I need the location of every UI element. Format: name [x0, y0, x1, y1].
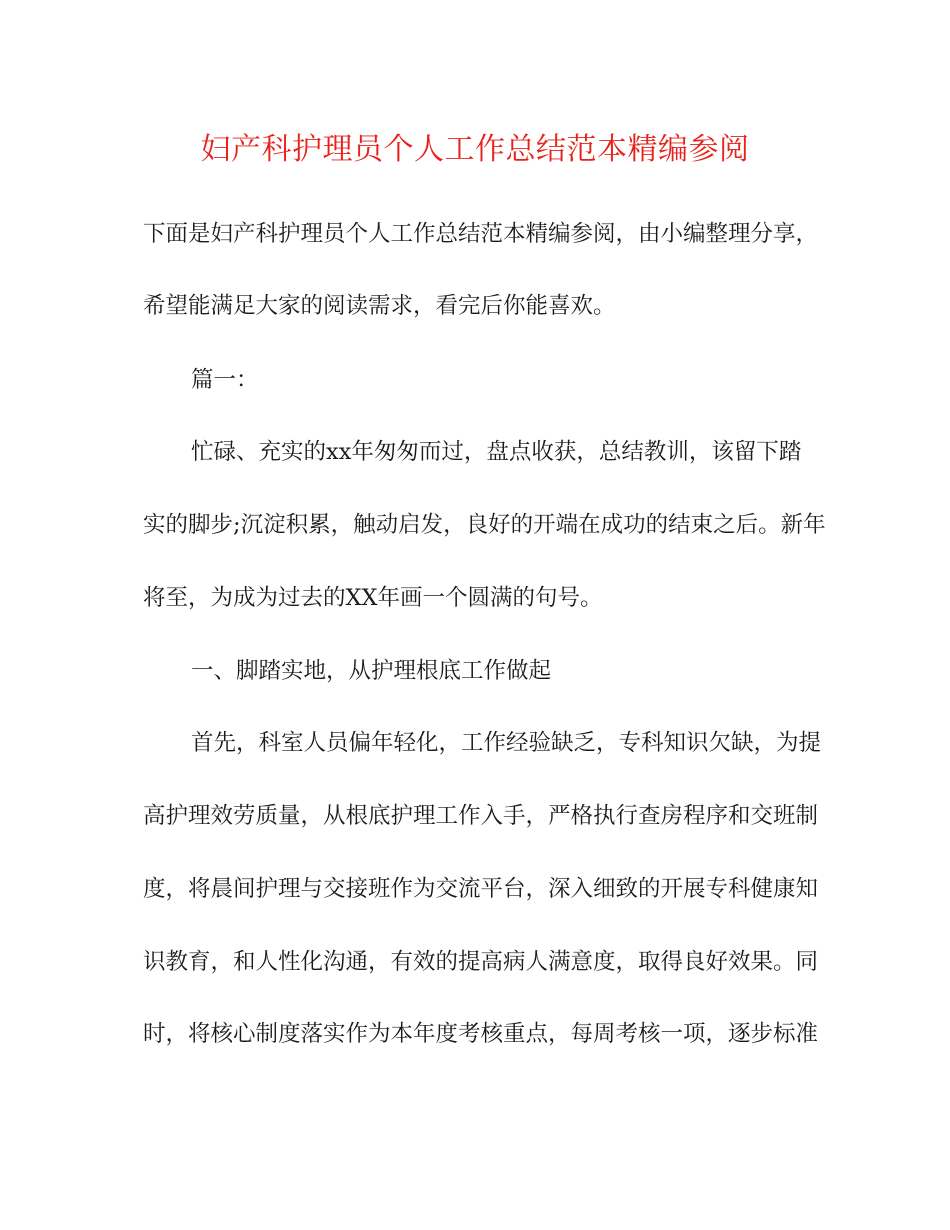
text-line: 下面是妇产科护理员个人工作总结范本精编参阅，由小编整理分享， [143, 221, 819, 247]
document-title: 妇产科护理员个人工作总结范本精编参阅 [200, 132, 750, 167]
text-line: 首先，科室人员偏年轻化，工作经验缺乏，专科知识欠缺，为提 [191, 730, 822, 756]
text-line: 忙碌、充实的xx年匆匆而过，盘点收获，总结教训，该留下踏 [191, 439, 802, 465]
text-line: 实的脚步;沉淀积累，触动启发，良好的开端在成功的结束之后。新年 [143, 512, 826, 538]
text-line: 时，将核心制度落实作为本年度考核重点，每周考核一项，逐步标准 [143, 1021, 819, 1047]
text-line: 度，将晨间护理与交接班作为交流平台，深入细致的开展专科健康知 [143, 876, 819, 902]
text-line: 将至，为成为过去的XX年画一个圆满的句号。 [143, 585, 603, 611]
section-heading: 一、脚踏实地，从护理根底工作做起 [191, 658, 552, 684]
section-heading: 篇一： [191, 367, 259, 393]
text-line: 希望能满足大家的阅读需求，看完后你能喜欢。 [143, 293, 616, 319]
text-line: 高护理效劳质量，从根底护理工作入手，严格执行查房程序和交班制 [143, 803, 819, 829]
text-line: 识教育，和人性化沟通，有效的提高病人满意度，取得良好效果。同 [143, 949, 819, 975]
